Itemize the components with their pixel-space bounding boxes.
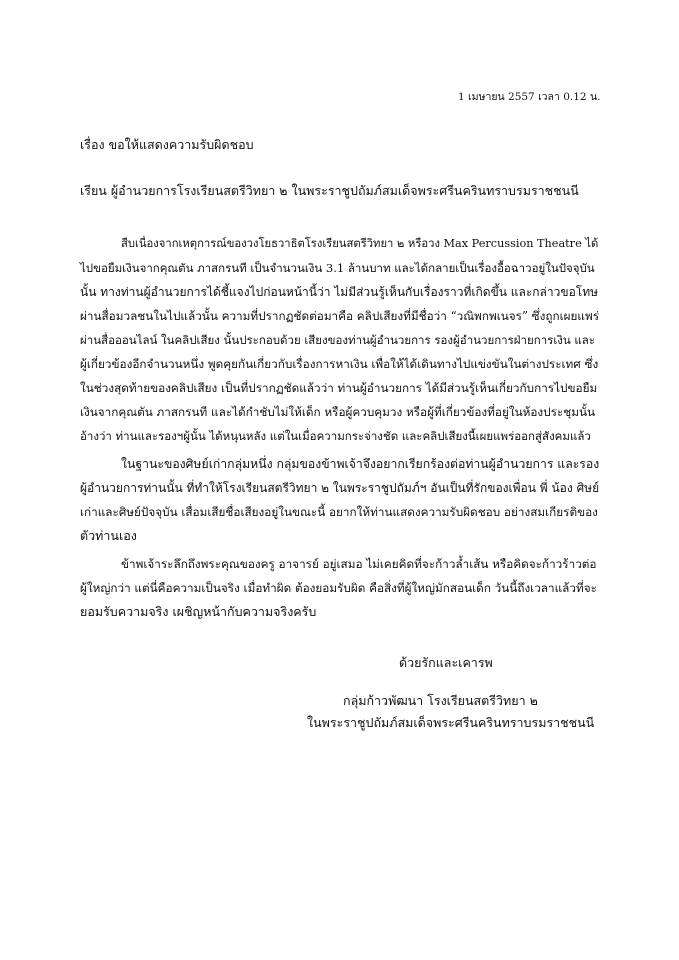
paragraph-line: ผู้ใหญ่กว่า แต่นี่คือความเป็นจริง เมื่อทำผิด ต้องยอมรับผิด คือสิ่งที่ผู้ใหญ่มักสอนเด็ก วันนี้ถึงเวลาแล้วที่จะ <box>80 581 597 595</box>
paragraph-line: สืบเนื่องจากเหตุการณ์ของวงโยธวาธิตโรงเรียนสตรีวิทยา ๒ หรือวง Max Percussion Theatre ได้ <box>121 237 599 250</box>
paragraph-line: อ้างว่า ท่านและรองฯผู้นั้น ได้หนุนหลัง แต่ในเมื่อความกระจ่างชัด และคลิปเสียงนี้เผยแพร่ออกสู่สังคมแล้ว <box>80 429 591 443</box>
paragraph-line: เก่าและศิษย์ปัจจุบัน เสื่อมเสียชื่อเสียงอยู่ในขณะนี้ อยากให้ท่านแสดงความรับผิดชอบ อย่างสมเกียรติของ <box>80 505 598 519</box>
paragraph-line: ไปขอยืมเงินจากคุณตัน ภาสกรนที เป็นจำนวนเงิน 3.1 ล้านบาท และได้กลายเป็นเรื่องอื้อฉาวอยู่ในปัจจุบัน <box>80 261 595 275</box>
paragraph-line: ตัวท่านเอง <box>80 528 137 543</box>
paragraph-line: ข้าพเจ้าระลึกถึงพระคุณของครู อาจารย์ อยู่เสมอ ไม่เคยคิดที่จะก้าวล้ำเส้น หรือคิดจะก้าวร้าวต่อ <box>121 557 597 571</box>
paragraph-line: ผู้อำนวยการท่านนั้น ที่ทำให้โรงเรียนสตรีวิทยา ๒ ในพระราชูปถัมภ์ฯ อันเป็นที่รักของเพื่อน พี่ น้อง ศิษย์ <box>80 481 600 495</box>
paragraph-line: ในช่วงสุดท้ายของคลิปเสียง เป็นที่ปรากฏชัดแล้วว่า ท่านผู้อำนวยการ ได้มีส่วนรู้เห็นเกี่ยวกับการไปขอยืม <box>80 381 598 395</box>
letter-subject: เรื่อง ขอให้แสดงความรับผิดชอบ <box>80 137 254 152</box>
paragraph-line: ผ่านสื่อออนไลน์ ในคลิปเสียง นั้นประกอบด้วย เสียงของท่านผู้อำนวยการ รองผู้อำนวยการฝ่ายการเงิน และ <box>80 333 596 347</box>
letter-closing: ด้วยรักและเคารพ <box>399 655 493 670</box>
paragraph-line: ในฐานะของศิษย์เก่ากลุ่มหนึ่ง กลุ่มของข้าพเจ้าจึงอยากเรียกร้องต่อท่านผู้อำนวยการ และรอง <box>121 457 600 471</box>
paragraph-line: ผ่านสื่อมวลชนในไปแล้วนั้น ความที่ปรากฏชัดต่อมาคือ คลิปเสียงที่มีชื่อว่า “วณิพกพเนจร” ซึ่งถูกเผยแพร่ <box>80 309 600 323</box>
paragraph-line: นั้น ทางท่านผู้อำนวยการได้ชี้แจงไปก่อนหน้านี้ว่า ไม่มีส่วนรู้เห็นกับเรื่องราวที่เกิดขึ้น และกล่าวขอโทษ <box>80 285 599 299</box>
paragraph-line: ยอมรับความจริง เผชิญหน้ากับความจริงครับ <box>80 604 317 619</box>
signature-school-name: ในพระราชูปถัมภ์สมเด็จพระศรีนครินทราบรมราชชนนี <box>307 715 595 730</box>
paragraph-line: เงินจากคุณตัน ภาสกรนที และได้กำชับไม่ให้เด็ก หรือผู้ควบคุมวง หรือผู้ที่เกี่ยวข้องที่อยู่ในห้องประชุมนั้น <box>80 405 596 419</box>
letter-date: 1 เมษายน 2557 เวลา 0.12 น. <box>458 91 601 103</box>
paragraph-line: ผู้เกี่ยวข้องอีกจำนวนหนึ่ง พูดคุยกันเกี่ยวกับเรื่องการหาเงิน เพื่อให้ได้เดินทางไปแข่งขันในต่างประเทศ ซึ่ง <box>80 357 599 371</box>
letter-salutation: เรียน ผู้อำนวยการโรงเรียนสตรีวิทยา ๒ ในพระราชูปถัมภ์สมเด็จพระศรีนครินทราบรมราชชนนี <box>80 183 579 198</box>
signature-group-name: กลุ่มก้าวพัฒนา โรงเรียนสตรีวิทยา ๒ <box>343 693 538 708</box>
